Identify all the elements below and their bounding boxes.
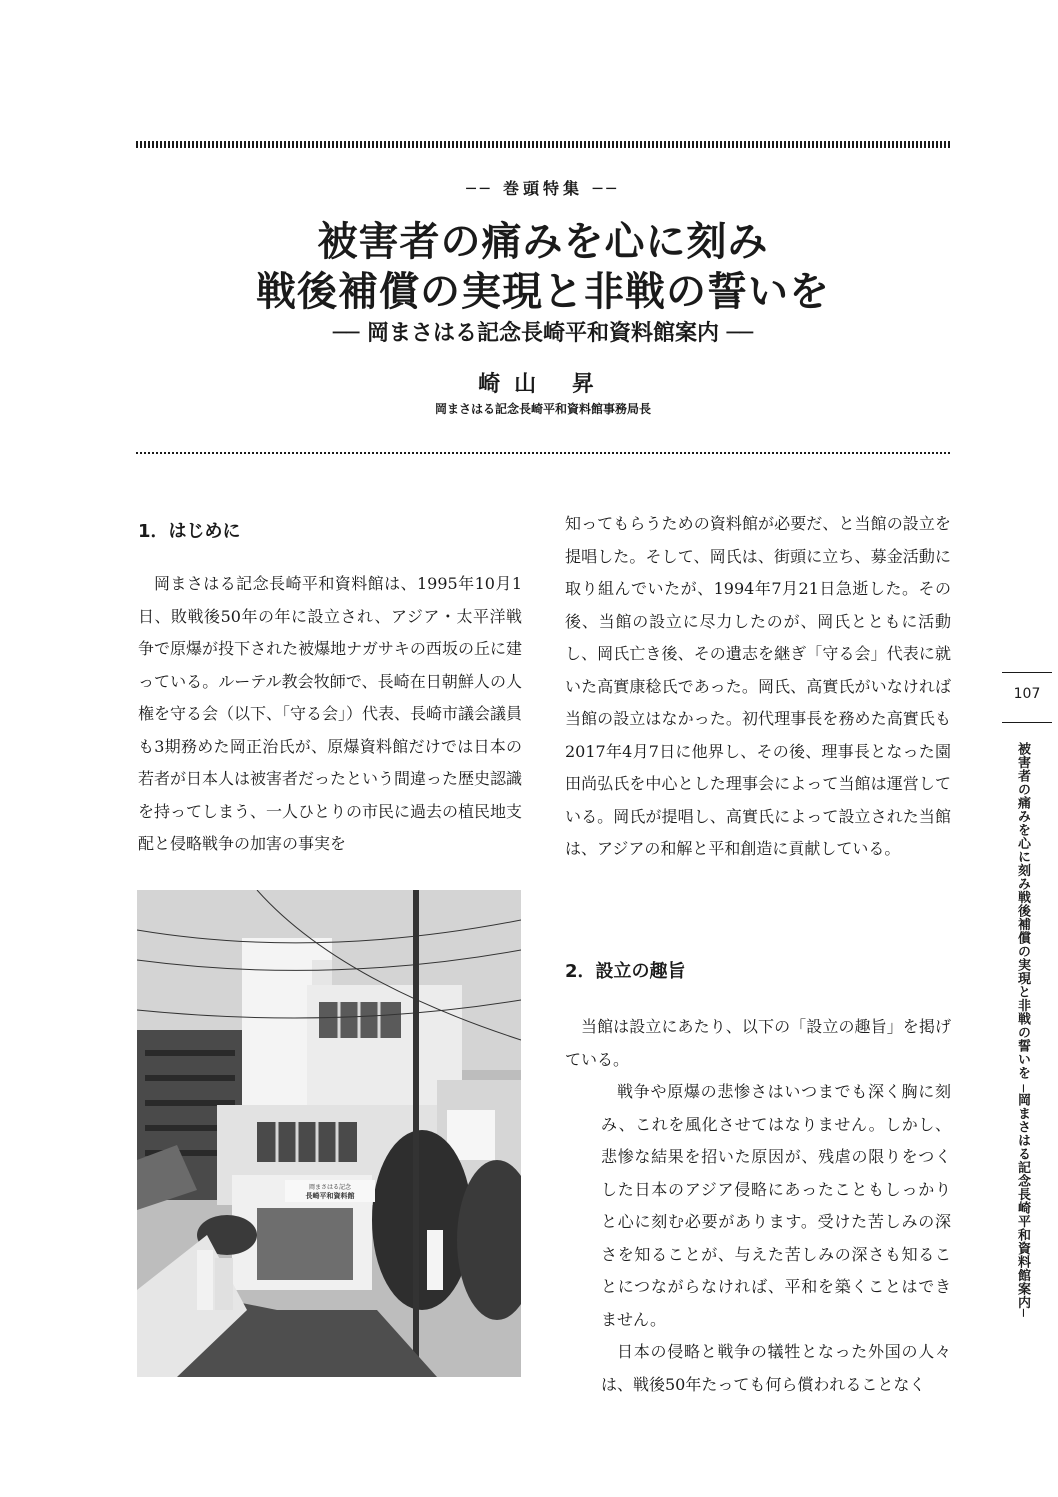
section2-intro: 当館は設立にあたり、以下の「設立の趣旨」を掲げている。: [565, 1017, 951, 1069]
running-title: 被害者の痛みを心に刻み戦後補償の実現と非戦の誓いを ─岡まさはる記念長崎平和資料館案内─: [1015, 742, 1030, 1318]
section1-paragraph-continued: 知ってもらうための資料館が必要だ、と当館の設立を提唱した。そして、岡氏は、街頭に立ち、募金活動に取り組んでいたが、1994年7月21日急逝した。その後、当館の設立に尽力したのが、岡氏とともに活動し、岡氏亡き後、その遺志を継ぎ「守る会」代表に就いた高實康稔氏であった。岡氏、高實氏がいなければ当館の設立はなかった。初代理事長を務めた高實氏も2017年4月7日に他界し、その後、理事長となった園田尚弘氏を中心とした理事会によって当館は運営している。岡氏が提唱し、高實氏によって設立された当館は、アジアの和解と平和創造に貢献している。: [565, 514, 951, 858]
article-title: [0, 217, 1058, 317]
founding-statement-1: 戦争や原爆の悲惨さはいつまでも深く胸に刻み、これを風化させてはなりません。しかし、悲惨な結果を招いた原因が、残虐の限りをつくした日本のアジア侵略にあったこともしっかりと心に刻む必要があります。受けた苦しみの深さを知ることが、与えた苦しみの深さも知ることにつながらなければ、平和を築くことはできません。: [601, 1082, 951, 1329]
article-subtitle: ── 岡まさはる記念長崎平和資料館案内 ──: [332, 321, 754, 346]
feature-kicker: ── 巻頭特集 ──: [466, 179, 620, 198]
photo-sign-line-2: 長崎平和資料館: [305, 1192, 355, 1200]
museum-photo: [137, 890, 521, 1377]
left-column-text: [138, 568, 522, 861]
title-line-1: 被害者の痛みを心に刻み: [317, 219, 769, 265]
section1-heading: 1．はじめに: [138, 521, 241, 542]
header-bottom-rule: [136, 452, 950, 454]
museum-building-illustration: [137, 890, 521, 1377]
right-column-text-bottom: [565, 1011, 951, 1401]
page-number-bottom-rule: [1002, 722, 1052, 723]
founding-statement-2: 日本の侵略と戦争の犠牲となった外国の人々は、戦後50年たっても何ら償われることなく: [601, 1342, 951, 1394]
title-line-2: 戦後補償の実現と非戦の誓いを: [256, 269, 830, 315]
section2-heading: 2．設立の趣旨: [565, 961, 686, 982]
page-number-top-rule: [1002, 672, 1052, 673]
author-name: 崎山 昇: [478, 372, 608, 397]
top-rule: [136, 141, 950, 148]
photo-sign-line-1: 岡まさはる記念: [308, 1184, 352, 1191]
section1-paragraph: 岡まさはる記念長崎平和資料館は、1995年10月1日、敗戦後50年の年に設立され、アジア・太平洋戦争で原爆が投下された被爆地ナガサキの西坂の丘に建っている。ルーテル教会牧師で、長崎在日朝鮮人の人権を守る会（以下、「守る会」）代表、長崎市議会議員も3期務めた岡正治氏が、原爆資料館だけでは日本の若者が日本人は被害者だったという間違った歴史認識を持ってしまう、一人ひとりの市民に過去の植民地支配と侵略戦争の加害の事実を: [138, 574, 523, 853]
author-affiliation: 岡まさはる記念長崎平和資料館事務局長: [434, 402, 651, 416]
page-number: 107: [1013, 686, 1041, 702]
right-column-text-top: [565, 508, 951, 866]
